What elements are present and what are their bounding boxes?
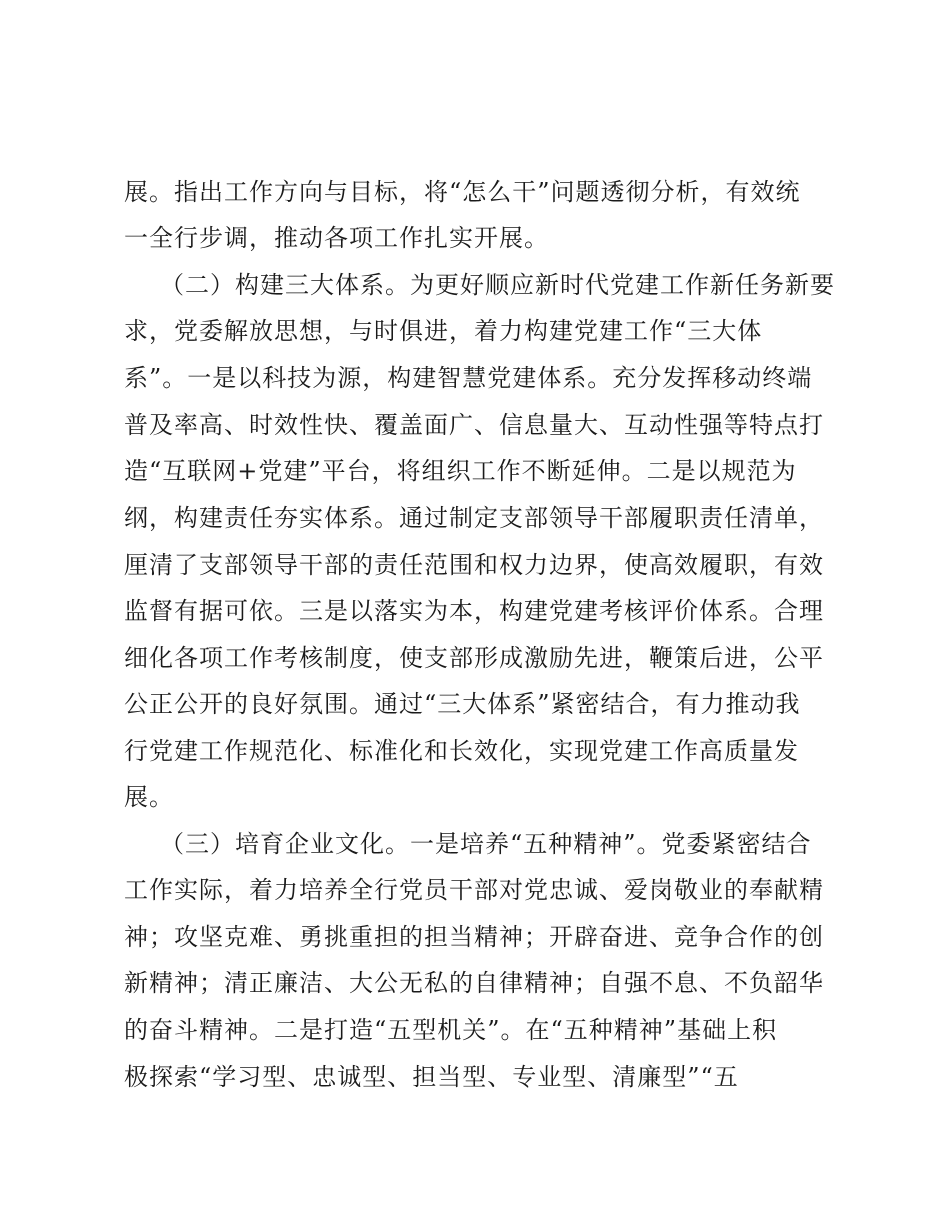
text-line: 新精神；清正廉洁、大公无私的自律精神；自强不息、不负韶华 bbox=[124, 969, 824, 997]
text-line: 监督有据可依。三是以落实为本，构建党建考核评价体系。合理 bbox=[124, 597, 824, 625]
text-line: 行党建工作规范化、标准化和长效化，实现党建工作高质量发 bbox=[124, 737, 799, 765]
text-line: 展。 bbox=[124, 783, 174, 811]
text-line: 系”。一是以科技为源，构建智慧党建体系。充分发挥移动终端 bbox=[124, 364, 813, 392]
text-line: 的奋斗精神。二是打造“五型机关”。在“五种精神”基础上积 bbox=[124, 1016, 778, 1044]
text-line: 造“互联网+党建”平台，将组织工作不断延伸。二是以规范为 bbox=[124, 457, 797, 485]
text-line: 公正公开的良好氛围。通过“三大体系”紧密结合，有力推动我 bbox=[124, 690, 801, 718]
text-line: 展。指出工作方向与目标，将“怎么干”问题透彻分析，有效统 bbox=[124, 178, 801, 206]
text-line: 神；攻坚克难、勇挑重担的担当精神；开辟奋进、竞争合作的创 bbox=[124, 923, 824, 951]
text-line: 纲，构建责任夯实体系。通过制定支部领导干部履职责任清单， bbox=[124, 504, 824, 532]
text-line: 细化各项工作考核制度，使支部形成激励先进，鞭策后进，公平 bbox=[124, 644, 824, 672]
text-line: 厘清了支部领导干部的责任范围和权力边界，使高效履职，有效 bbox=[124, 551, 824, 579]
text-line: 普及率高、时效性快、覆盖面广、信息量大、互动性强等特点打 bbox=[124, 411, 824, 439]
text-line: 一全行步调，推动各项工作扎实开展。 bbox=[124, 224, 549, 252]
paragraph-start-line: （二）构建三大体系。为更好顺应新时代党建工作新任务新要 bbox=[160, 271, 835, 299]
text-line: 求，党委解放思想，与时俱进，着力构建党建工作“三大体 bbox=[124, 317, 763, 345]
paragraph-start-line: （三）培育企业文化。一是培养“五种精神”。党委紧密结合 bbox=[160, 830, 812, 858]
text-line: 工作实际，着力培养全行党员干部对党忠诚、爱岗敬业的奉献精 bbox=[124, 876, 824, 904]
text-line: 极探索“学习型、忠诚型、担当型、专业型、清廉型”“五 bbox=[124, 1063, 739, 1091]
